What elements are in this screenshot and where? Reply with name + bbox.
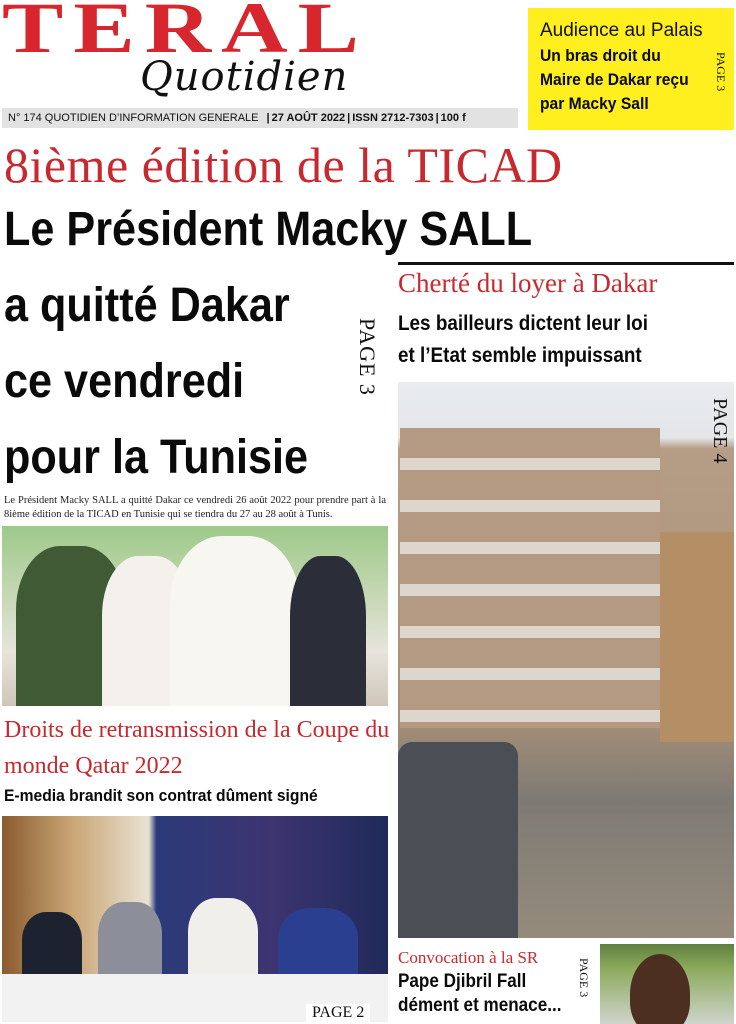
photo-pape-djibril-fall bbox=[600, 944, 734, 1024]
teaser-kicker: Audience au Palais bbox=[540, 20, 703, 41]
tv-page-ref: PAGE 2 bbox=[306, 1004, 370, 1022]
photo-figure bbox=[278, 908, 358, 982]
tv-kicker: Droits de retransmission de la Coupe du monde Qatar 2022 bbox=[4, 717, 390, 779]
photo-portrait bbox=[630, 954, 690, 1024]
tv-headline[interactable]: E-media brandit son contrat dûment signé bbox=[4, 786, 318, 805]
masthead-subtitle: Quotidien bbox=[140, 54, 349, 100]
teaser-page-ref: PAGE 3 bbox=[714, 52, 728, 92]
teaser-box-audience[interactable] bbox=[528, 8, 734, 130]
sr-kicker: Convocation à la SR bbox=[398, 948, 539, 967]
sr-page-ref: PAGE 3 bbox=[577, 958, 591, 998]
photo-building bbox=[400, 428, 660, 728]
loyer-headline[interactable] bbox=[398, 308, 731, 372]
main-headline-line: Le Président Macky SALL bbox=[4, 203, 533, 256]
photo-president-departure bbox=[2, 526, 388, 706]
photo-figure bbox=[290, 556, 366, 706]
issue-date: 27 AOÛT 2022 bbox=[271, 112, 346, 124]
photo-car bbox=[398, 742, 518, 938]
photo-figure bbox=[98, 902, 162, 982]
main-headline-line: pour la Tunisie bbox=[4, 431, 309, 484]
masthead-info-bar bbox=[2, 108, 518, 128]
photo-figure bbox=[188, 898, 258, 982]
loyer-headline-line: et l’Etat semble impuissant bbox=[398, 344, 642, 367]
photo-figure bbox=[22, 912, 82, 982]
issn: ISSN 2712-7303 bbox=[352, 112, 434, 124]
main-lede: Le Président Macky SALL a quitté Dakar ce vendredi 26 août 2022 pour prendre part à la 8ième édition de la TICAD en Tunisie qui se tiendra du 27 au 28 août à Tunis. bbox=[4, 495, 386, 520]
loyer-page-ref: PAGE 4 bbox=[709, 398, 731, 464]
main-page-ref: PAGE 3 bbox=[355, 318, 380, 396]
photo-building bbox=[660, 532, 734, 742]
masthead-logo: TERAL bbox=[2, 0, 369, 68]
separator: | bbox=[435, 112, 439, 124]
photo-apartment-building bbox=[398, 382, 734, 938]
main-kicker: 8ième édition de la TICAD bbox=[4, 137, 563, 193]
sr-headline[interactable]: Pape Djibril Fall dément et menace... bbox=[398, 971, 562, 1016]
section-rule bbox=[398, 262, 734, 265]
loyer-kicker: Cherté du loyer à Dakar bbox=[398, 268, 658, 298]
price: 100 f bbox=[440, 112, 466, 124]
loyer-headline-line: Les bailleurs dictent leur loi bbox=[398, 312, 648, 335]
separator: | bbox=[347, 112, 351, 124]
photo-press-conference bbox=[2, 816, 388, 1022]
teaser-headline: Un bras droit du Maire de Dakar reçu par Macky Sall bbox=[540, 46, 689, 113]
main-headline-line: a quitté Dakar bbox=[4, 279, 290, 332]
issue-number: N° 174 QUOTIDIEN D’INFORMATION GENERALE bbox=[8, 112, 259, 124]
photo-figure bbox=[170, 536, 300, 706]
separator: | bbox=[266, 112, 270, 124]
main-headline-line: ce vendredi bbox=[4, 355, 245, 408]
